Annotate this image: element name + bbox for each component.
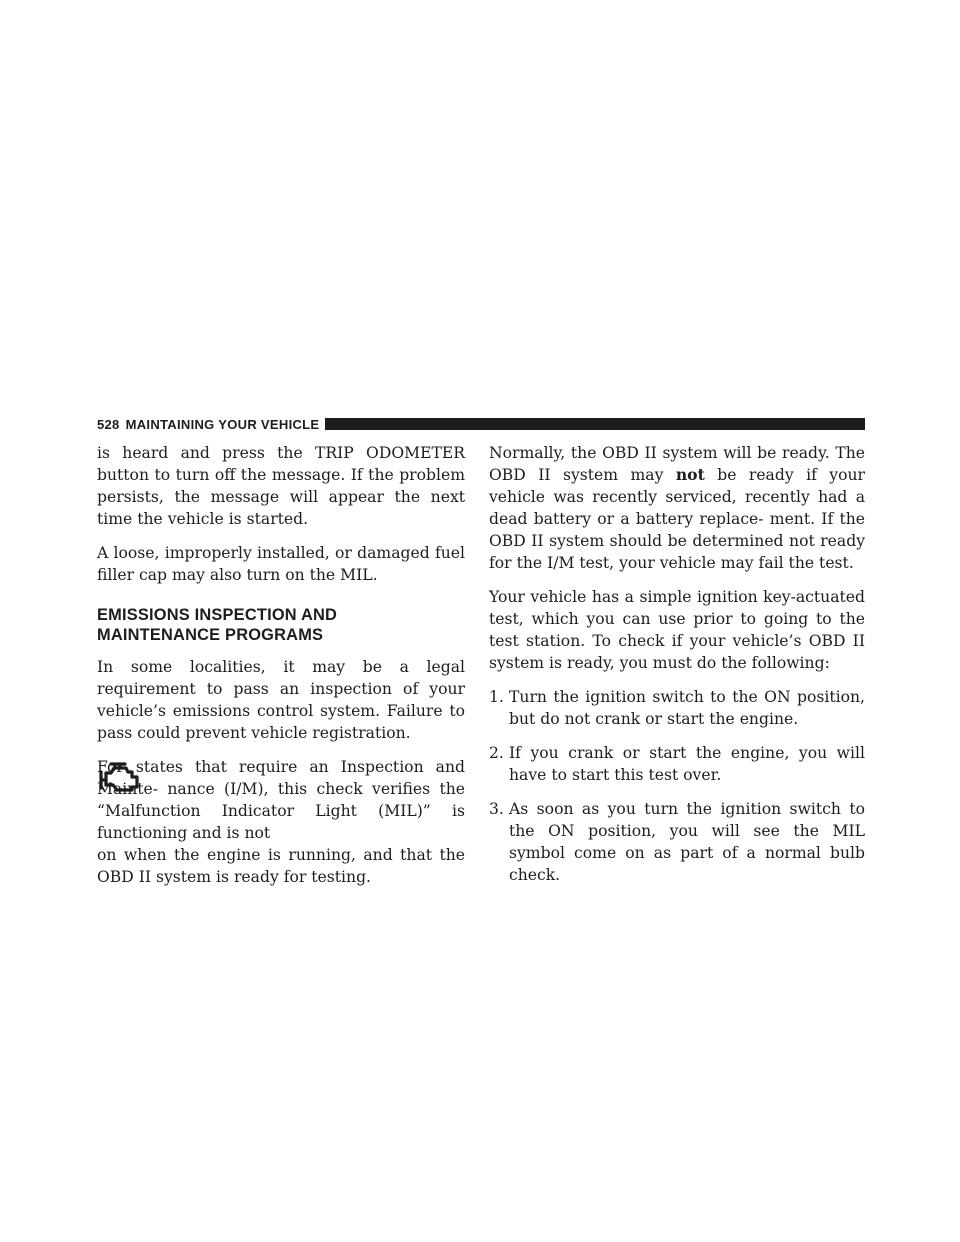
step-text: As soon as you turn the ignition switch to the ON position, you will see the MIL symbol come on as part of a normal bulb check. [509, 800, 865, 884]
step-text: Turn the ignition switch to the ON position, but do not crank or start the engine. [509, 688, 865, 728]
section-title: MAINTAINING YOUR VEHICLE [125, 416, 320, 432]
page-header [97, 416, 865, 432]
paragraph: A loose, improperly installed, or damaged fuel filler cap may also turn on the MIL. [97, 544, 465, 584]
left-column [97, 442, 465, 888]
paragraph: Your vehicle has a simple ignition key-actuated test, which you can use prior to going to the test station. To check if your vehicle’s OBD II system is ready, you must do the following: [489, 588, 865, 672]
step-number: 3. [489, 800, 504, 818]
step-text: If you crank or start the engine, you will have to start this test over. [509, 744, 865, 784]
section-heading: EMISSIONS INSPECTION AND MAINTENANCE PROGRAMS [97, 606, 338, 644]
paragraph [489, 442, 865, 574]
emphasis-text: not [675, 465, 705, 484]
step-number: 1. [489, 688, 504, 706]
list-item [489, 798, 865, 886]
page-number: 528 [97, 416, 120, 432]
paragraph: is heard and press the TRIP ODOMETER button to turn off the message. If the problem persists, the message will appear the next time the vehicle is started. [97, 444, 465, 528]
numbered-steps [489, 686, 865, 886]
text-run: Normally, the OBD II system will be ready. The OBD II system may [489, 444, 865, 484]
check-engine-icon [97, 758, 141, 798]
paragraph-indented: For states that require an Inspection and Mainte- nance (I/M), this check verifies the “Malfunction Indicator Light (MIL)” is functioning and is not [97, 758, 465, 842]
icon-paragraph [97, 756, 465, 888]
list-item [489, 686, 865, 730]
paragraph-continued: on when the engine is running, and that the OBD II system is ready for testing. [97, 846, 465, 886]
right-column [489, 442, 865, 898]
paragraph: In some localities, it may be a legal requirement to pass an inspection of your vehicle’s emissions control system. Failure to pass could prevent vehicle registration. [97, 658, 465, 742]
header-rule [325, 418, 865, 430]
list-item [489, 742, 865, 786]
step-number: 2. [489, 744, 504, 762]
text-run: be ready if your vehicle was recently serviced, recently had a dead battery or a battery replace- ment. If the OBD II system should be determined not ready for the I/M test, your vehicle may fail the test. [489, 466, 865, 572]
